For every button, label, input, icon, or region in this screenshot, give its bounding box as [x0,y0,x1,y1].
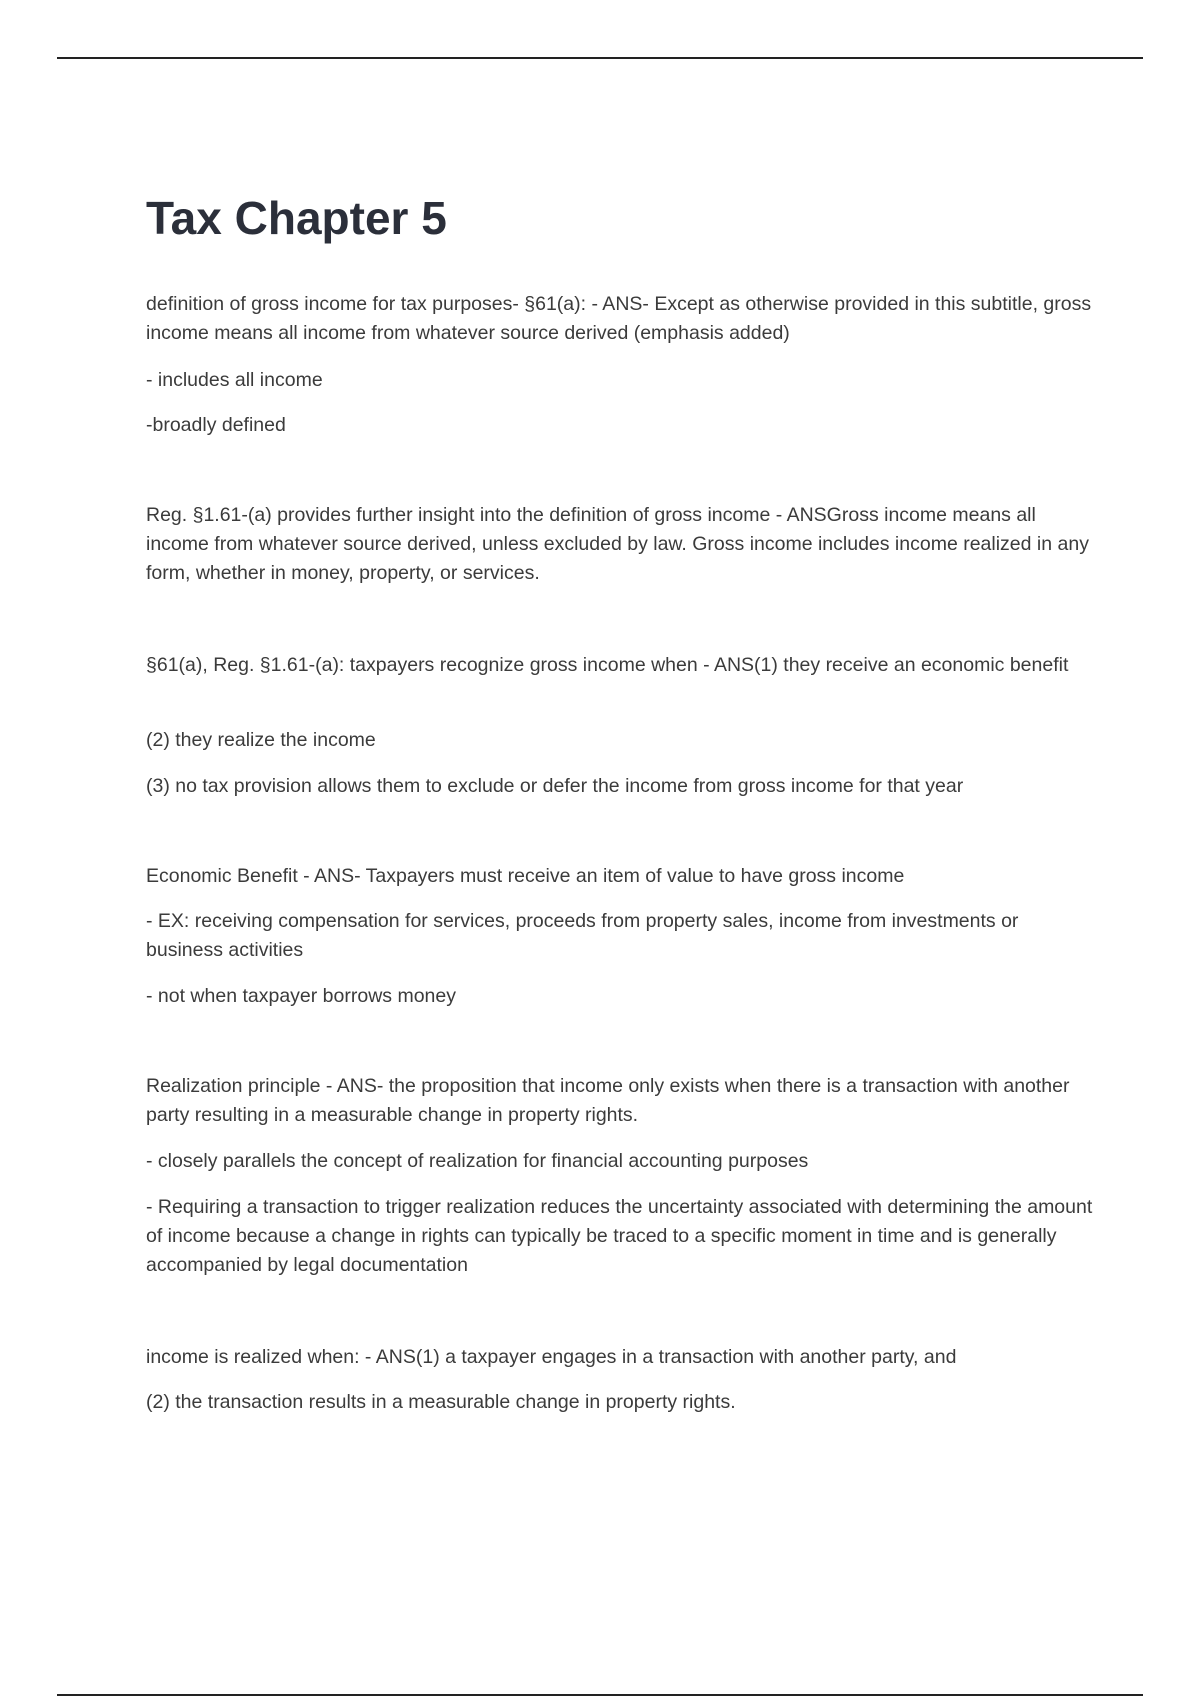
paragraph-realize-income: (2) they realize the income [146,729,376,751]
paragraph-broadly-defined: -broadly defined [146,414,286,436]
paragraph-requiring-transaction: - Requiring a transaction to trigger realization reduces the uncertainty associated with determining the amount of income because a change in rights can typically be traced to a specific moment in time and is generally accompanied by legal documentation [146,1196,1093,1276]
paragraph-parallels-financial-accounting: - closely parallels the concept of realization for financial accounting purposes [146,1150,809,1172]
page-title: Tax Chapter 5 [146,192,447,244]
paragraph-recognize-gross-income: §61(a), Reg. §1.61-(a): taxpayers recognize gross income when - ANS(1) they receive an economic benefit [146,654,1069,676]
paragraph-no-tax-provision: (3) no tax provision allows them to exclude or defer the income from gross income for that year [146,775,964,797]
paragraph-measurable-change: (2) the transaction results in a measurable change in property rights. [146,1391,736,1413]
paragraph-economic-benefit-example: - EX: receiving compensation for services, proceeds from property sales, income from investments or business activities [146,910,1019,961]
paragraph-realization-principle: Realization principle - ANS- the proposition that income only exists when there is a transaction with another party resulting in a measurable change in property rights. [146,1075,1070,1126]
paragraph-includes-all-income: - includes all income [146,369,323,391]
paragraph-income-realized-when: income is realized when: - ANS(1) a taxpayer engages in a transaction with another party, and [146,1346,957,1368]
bottom-rule [57,1694,1143,1696]
paragraph-gross-income-definition: definition of gross income for tax purposes- §61(a): - ANS- Except as otherwise provided in this subtitle, gross income means all income from whatever source derived (emphasis added) [146,293,1092,344]
paragraph-reg-161a: Reg. §1.61-(a) provides further insight into the definition of gross income - ANSGross income means all income from whatever source derived, unless excluded by law. Gross income includes income realized in any form, whether in money, property, or services. [146,504,1089,584]
paragraph-economic-benefit: Economic Benefit - ANS- Taxpayers must receive an item of value to have gross income [146,865,905,887]
top-rule [57,57,1143,59]
paragraph-borrows-money: - not when taxpayer borrows money [146,985,456,1007]
